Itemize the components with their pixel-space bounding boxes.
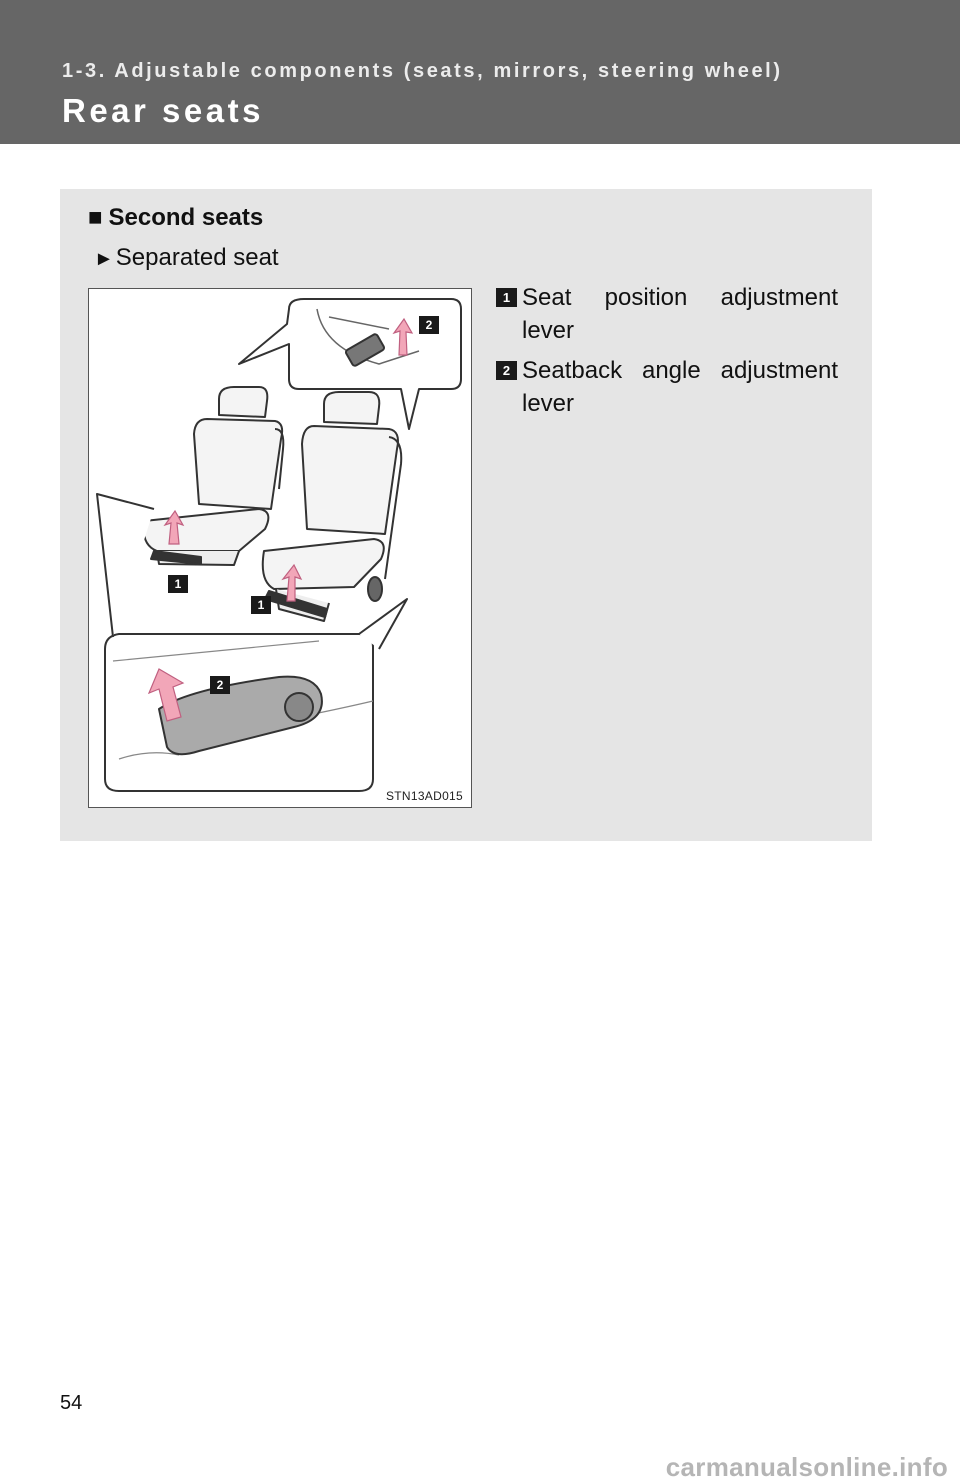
- triangle-bullet-icon: ►: [94, 248, 114, 270]
- callout-1-right: 1: [251, 596, 271, 614]
- legend-text-2: Seatback angle adjustment lever: [522, 357, 838, 417]
- legend-item-1: [496, 281, 838, 347]
- page-header: [0, 0, 960, 144]
- callout-2-bottom: 2: [210, 676, 230, 694]
- seat-drawing: [89, 289, 473, 809]
- page-title: Rear seats: [62, 92, 264, 129]
- square-bullet-icon: ■: [88, 204, 103, 231]
- callout-1-left: 1: [168, 575, 188, 593]
- callout-2-top: 2: [419, 316, 439, 334]
- figure-code: STN13AD015: [385, 789, 463, 803]
- watermark: carmanualsonline.info: [665, 1452, 948, 1482]
- legend-item-2: [496, 354, 838, 420]
- bullet-text: Separated seat: [115, 244, 279, 271]
- subheading: [88, 204, 263, 232]
- subheading-text: Second seats: [108, 204, 264, 231]
- legend-number-2: 2: [496, 361, 517, 380]
- seat-illustration: [88, 288, 472, 808]
- section-label: 1-3. Adjustable components (seats, mirrors, steering wheel): [62, 60, 783, 82]
- legend-text-1: Seat position adjustment lever: [522, 284, 838, 344]
- page-number: 54: [60, 1392, 83, 1414]
- bullet-item: [94, 244, 279, 272]
- legend-number-1: 1: [496, 288, 517, 307]
